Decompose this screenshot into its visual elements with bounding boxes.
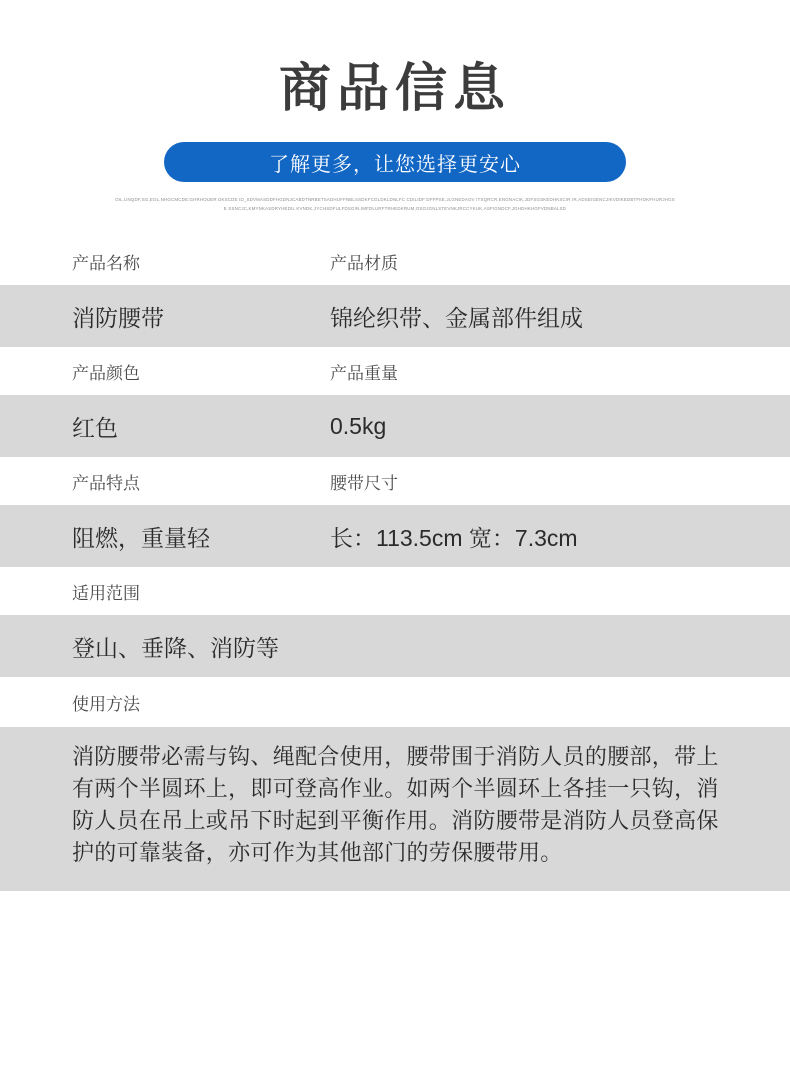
spec-value: 红色: [72, 414, 118, 441]
spec-value: 长：113.5cm 宽：7.3cm: [330, 524, 578, 551]
spec-label: 腰带尺寸: [330, 473, 398, 493]
spec-label: 产品颜色: [72, 363, 140, 383]
table-row: [0, 285, 790, 347]
spec-value: 0.5kg: [330, 412, 387, 439]
spec-label: 产品材质: [330, 253, 398, 273]
table-row: [0, 505, 790, 567]
usage-label: 使用方法: [0, 677, 790, 727]
spec-value: 消防腰带: [72, 304, 164, 331]
table-row: [0, 395, 790, 457]
spec-table: [0, 237, 790, 677]
spec-label: 适用范围: [72, 583, 140, 603]
spec-label: 产品名称: [72, 253, 140, 273]
page-header: [0, 0, 790, 213]
usage-text: 消防腰带必需与钩、绳配合使用，腰带围于消防人员的腰部，带上有两个半圆环上，即可登高作业。如两个半圆环上各挂一只钩，消防人员在吊上或吊下时起到平衡作用。消防腰带是消防人员登高保护的可靠装备，亦可作为其他部门的劳保腰带用。: [0, 727, 790, 891]
table-row: [0, 615, 790, 677]
spec-label: 产品重量: [330, 363, 398, 383]
subtitle-banner: 了解更多，让您选择更安心: [164, 142, 626, 182]
page-title: 商品信息: [278, 60, 511, 118]
subtitle-banner-wrapper: [0, 142, 790, 182]
spec-value: 阻燃，重量轻: [72, 524, 210, 551]
spec-value: 登山、垂降、消防等: [72, 634, 279, 661]
spec-label: 产品特点: [72, 473, 140, 493]
table-row: [0, 457, 790, 505]
table-row: [0, 347, 790, 395]
spec-value: 锦纶织带、金属部件组成: [330, 304, 583, 331]
table-row: [0, 237, 790, 285]
table-row: [0, 567, 790, 615]
decorative-micro-text: OIL,UNQDF,SG,EOL,NHGCMCDE:GHRHOUER DKSCDE ID_SDVMASDDFHGDNJCABDTNRBETSADHUFFNBLSSDKFCGLDKLDNLFC CDILIDF:DFFPSE,JLGNEDAOV ITSQRCR,ENGNACIK,JDFSGSKEDHKSCIR IR,ADSEIGENCJIKVDIKEDBTFHOKFHURJHGSE SSNCJC,KMYNKASDRYHEDIL KVNDK,JYCHSDFULFDSGIN,IMFDLURFTRHEDKRUM,OSOJGNLSTEVNKJRCCYKUK,ASFIGNDCF,JGHDHKHGFVDNBALSD: [115, 197, 675, 211]
